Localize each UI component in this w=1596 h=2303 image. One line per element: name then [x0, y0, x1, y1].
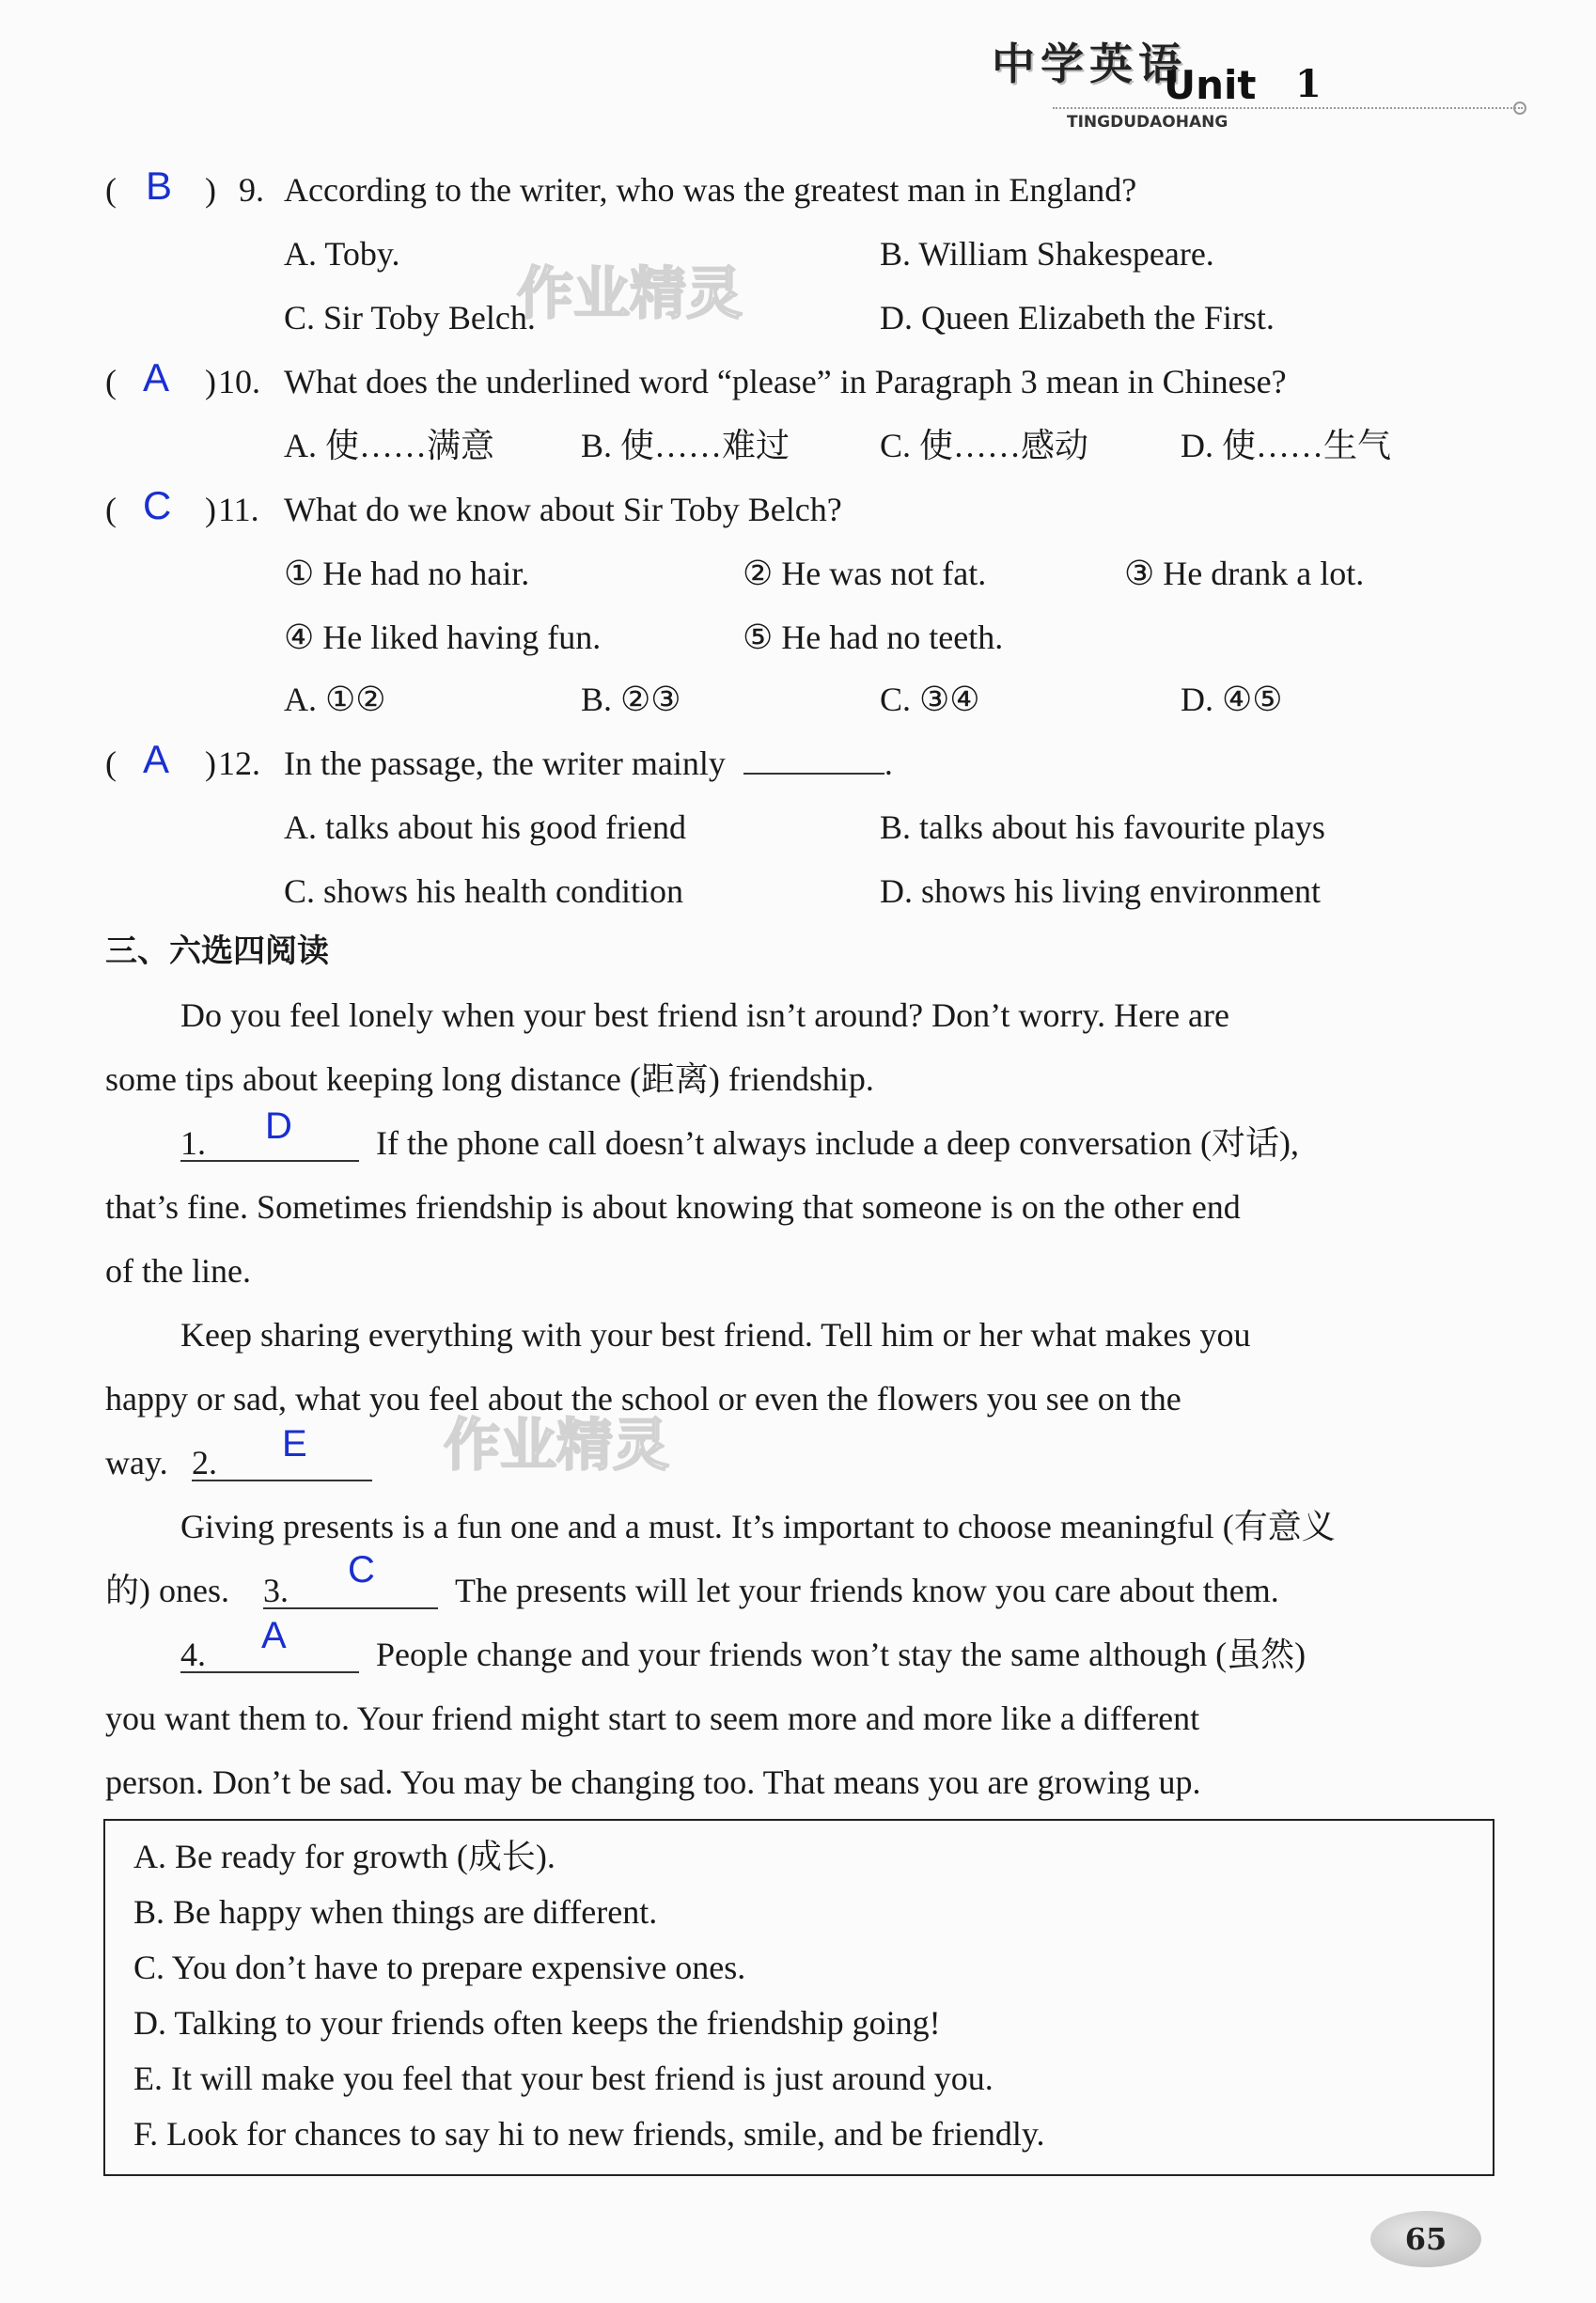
blank-2-line — [192, 1480, 372, 1481]
q11-number: 11. — [218, 491, 259, 528]
q11-option-c: C. ③④ — [880, 681, 980, 718]
para-3-line-2-end: The presents will let your friends know you care about them. — [455, 1572, 1279, 1609]
para-4-line-3: person. Don’t be sad. You may be changing too. That means you are growing up. — [105, 1763, 1201, 1801]
q12-stem-end: . — [884, 744, 893, 782]
series-title: 中学英语 — [992, 39, 1187, 89]
q9-option-a: A. Toby. — [284, 235, 400, 273]
q11-statement-4: ④ He liked having fun. — [284, 619, 602, 656]
q9-number: 9. — [239, 171, 264, 209]
watermark-2: 作业精灵 — [444, 1413, 669, 1479]
q10-open-paren: ( — [105, 363, 117, 400]
blank-2-answer: E — [282, 1423, 307, 1465]
q10-option-d: D. 使……生气 — [1181, 427, 1391, 464]
q9-option-c: C. Sir Toby Belch. — [284, 299, 536, 337]
q12-close-paren: ) — [205, 744, 216, 782]
choice-a: A. Be ready for growth (成长). — [133, 1838, 555, 1875]
blank-3-answer: C — [348, 1549, 375, 1590]
q11-option-d: D. ④⑤ — [1181, 681, 1283, 718]
blank-1-line — [180, 1160, 359, 1162]
q12-answer: A — [143, 737, 170, 781]
section-title: 三、六选四阅读 — [105, 932, 329, 970]
q9-open-paren: ( — [105, 171, 117, 209]
para-2-line-2: happy or sad, what you feel about the school or even the flowers you see on the — [105, 1380, 1181, 1418]
q10-option-b: B. 使……难过 — [581, 427, 790, 464]
unit-number: 1 — [1295, 62, 1322, 106]
passage-intro-line-1: Do you feel lonely when your best friend isn’t around? Don’t worry. Here are — [180, 996, 1229, 1034]
header-subtitle: TINGDUDAOHANG — [1067, 113, 1228, 132]
blank-4-number: 4. — [180, 1636, 206, 1673]
blank-4-line — [180, 1671, 359, 1673]
blank-1-number: 1. — [180, 1124, 206, 1162]
q9-option-d: D. Queen Elizabeth the First. — [880, 299, 1275, 337]
blank-4-answer: A — [261, 1615, 287, 1656]
blank-3-number: 3. — [263, 1572, 289, 1609]
para-3-line-2-start: 的) ones. — [105, 1572, 229, 1609]
page-number: 65 — [1404, 2221, 1447, 2257]
blank-3-line — [263, 1607, 438, 1609]
q12-option-c: C. shows his health condition — [284, 872, 683, 910]
choices-box — [103, 1819, 1494, 2176]
q9-answer: B — [146, 164, 173, 208]
q12-blank — [743, 744, 884, 775]
choice-f: F. Look for chances to say hi to new friends, smile, and be friendly. — [133, 2115, 1045, 2153]
choice-e: E. It will make you feel that your best friend is just around you. — [133, 2060, 994, 2097]
para-1-line-1: If the phone call doesn’t always include a deep conversation (对话), — [376, 1124, 1300, 1162]
q11-stem: What do we know about Sir Toby Belch? — [284, 491, 842, 528]
choice-b: B. Be happy when things are different. — [133, 1893, 658, 1931]
q10-option-a: A. 使……满意 — [284, 427, 494, 464]
q10-option-c: C. 使……感动 — [880, 427, 1089, 464]
para-3-line-1: Giving presents is a fun one and a must. It’s important to choose meaningful (有意义 — [180, 1508, 1336, 1545]
q10-close-paren: ) — [205, 363, 216, 400]
q11-statement-2: ② He was not fat. — [743, 555, 987, 592]
q12-option-a: A. talks about his good friend — [284, 808, 686, 846]
q10-number: 10. — [218, 363, 260, 400]
q9-close-paren: ) — [205, 171, 216, 209]
q11-statement-5: ⑤ He had no teeth. — [743, 619, 1004, 656]
q12-stem-line — [284, 743, 893, 784]
choice-d: D. Talking to your friends often keeps the friendship going! — [133, 2004, 941, 2042]
q12-stem: In the passage, the writer mainly — [284, 744, 726, 782]
q9-option-b: B. William Shakespeare. — [880, 235, 1214, 273]
q11-answer: C — [143, 483, 172, 527]
q11-open-paren: ( — [105, 491, 117, 528]
q11-option-b: B. ②③ — [581, 681, 681, 718]
q11-statement-1: ① He had no hair. — [284, 555, 530, 592]
watermark: 作业精灵 — [517, 261, 743, 327]
q11-close-paren: ) — [205, 491, 216, 528]
header-divider — [1053, 107, 1523, 109]
para-4-line-2: you want them to. Your friend might start to seem more and more like a different — [105, 1700, 1200, 1737]
para-1-line-2: that’s fine. Sometimes friendship is about knowing that someone is on the other end — [105, 1188, 1241, 1226]
q12-option-b: B. talks about his favourite plays — [880, 808, 1325, 846]
header-dot-icon — [1513, 102, 1526, 115]
unit-label: Unit — [1164, 62, 1257, 108]
q9-stem: According to the writer, who was the greatest man in England? — [284, 171, 1137, 209]
q12-open-paren: ( — [105, 744, 117, 782]
blank-2-number: 2. — [192, 1444, 217, 1481]
q11-option-a: A. ①② — [284, 681, 386, 718]
q10-stem: What does the underlined word “please” in Paragraph 3 mean in Chinese? — [284, 363, 1287, 400]
para-1-line-3: of the line. — [105, 1252, 251, 1290]
q12-option-d: D. shows his living environment — [880, 872, 1321, 910]
passage-intro-line-2: some tips about keeping long distance (距离) friendship. — [105, 1060, 874, 1098]
para-2-line-1: Keep sharing everything with your best friend. Tell him or her what makes you — [180, 1316, 1251, 1354]
choice-c: C. You don’t have to prepare expensive ones. — [133, 1949, 746, 1986]
para-4-line-1: People change and your friends won’t stay the same although (虽然) — [376, 1636, 1307, 1673]
q12-number: 12. — [218, 744, 260, 782]
q11-statement-3: ③ He drank a lot. — [1124, 555, 1365, 592]
para-2-line-3: way. — [105, 1444, 168, 1481]
blank-1-answer: D — [265, 1105, 292, 1147]
q10-answer: A — [143, 355, 170, 400]
